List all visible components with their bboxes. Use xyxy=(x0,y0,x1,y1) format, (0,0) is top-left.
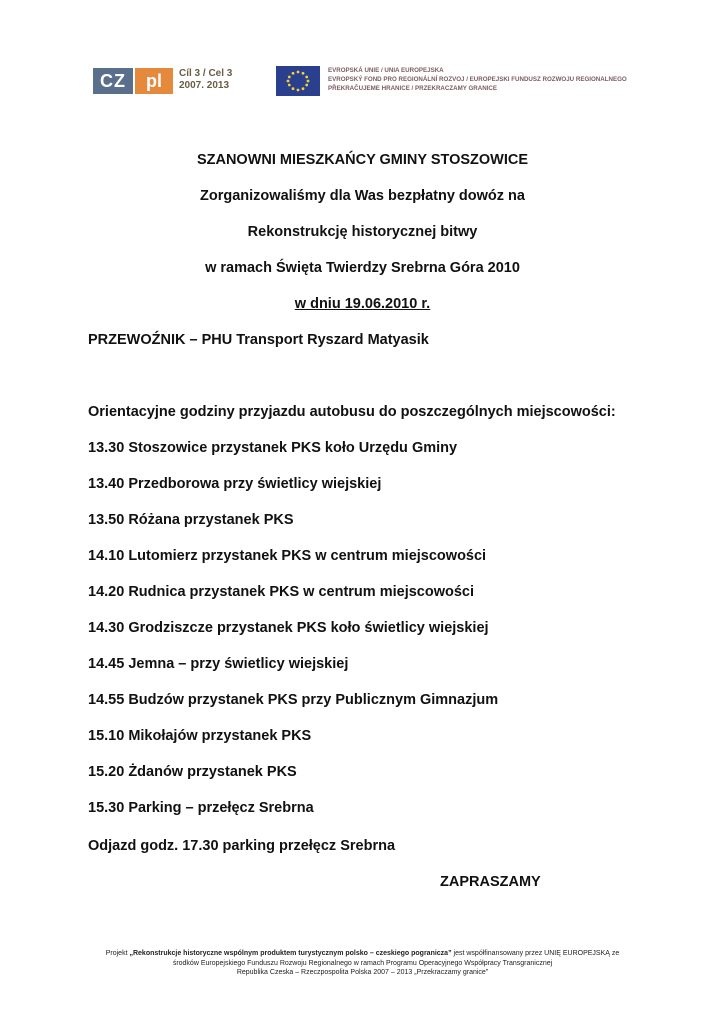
footer-note xyxy=(60,949,665,978)
heading-event: Rekonstrukcję historycznej bitwy xyxy=(247,224,478,240)
header-logos xyxy=(93,62,627,102)
eu-text-line1: EVROPSKÁ UNIE / UNIA EUROPEJSKA xyxy=(328,67,444,74)
footer-line1 xyxy=(60,949,665,959)
stop-item: 14.45 Jemna – przy świetlicy wiejskiej xyxy=(88,656,349,672)
departure-line: Odjazd godz. 17.30 parking przełęcz Srebrna xyxy=(88,838,396,854)
czpl-pl-mark: pl xyxy=(135,68,173,94)
czpl-cil-line1: Cíl 3 / Cel 3 xyxy=(179,68,233,79)
eu-text-line3: PŘEKRAČUJEME HRANICE / PRZEKRACZAMY GRANICE xyxy=(328,85,498,92)
stop-item: 15.20 Żdanów przystanek PKS xyxy=(88,764,297,780)
heading-residents: SZANOWNI MIESZKAŃCY GMINY STOSZOWICE xyxy=(196,152,529,168)
footer-line2: środków Europejskiego Funduszu Rozwoju Regionalnego w ramach Programu Operacyjnego Współpracy Transgranicznej xyxy=(172,959,553,967)
stop-item: 15.10 Mikołajów przystanek PKS xyxy=(88,728,312,744)
stop-item: 15.30 Parking – przełęcz Srebrna xyxy=(88,800,314,816)
czpl-cz-mark: CZ xyxy=(93,68,133,94)
carrier-line: PRZEWOŹNIK – PHU Transport Ryszard Matyasik xyxy=(88,332,429,348)
czpl-cil-line2: 2007. 2013 xyxy=(179,80,230,91)
footer-project-name: „Rekonstrukcje historyczne wspólnym produktem turystycznym polsko – czeskiego pogranicza” xyxy=(129,950,452,957)
stop-item: 14.55 Budzów przystanek PKS przy Publicznym Gimnazjum xyxy=(88,692,499,708)
closing-invitation: ZAPRASZAMY xyxy=(440,874,541,890)
eu-text-line2: EVROPSKÝ FOND PRO REGIONÁLNÍ ROZVOJ / EUROPEJSKI FUNDUSZ ROZWOJU REGIONALNEGO xyxy=(328,76,627,83)
footer-line3: Republika Czeska – Rzeczpospolita Polska 2007 – 2013 „Przekraczamy granice” xyxy=(236,969,489,976)
stop-item: 13.50 Różana przystanek PKS xyxy=(88,512,294,528)
stop-item: 14.10 Lutomierz przystanek PKS w centrum miejscowości xyxy=(88,548,487,564)
eu-flag-icon xyxy=(276,66,320,96)
heading-transport: Zorganizowaliśmy dla Was bezpłatny dowóz na xyxy=(200,188,525,204)
heading-date: w dniu 19.06.2010 r. xyxy=(294,296,431,312)
footer-prefix: Projekt xyxy=(105,950,128,957)
stop-item: 13.40 Przedborowa przy świetlicy wiejskiej xyxy=(88,476,382,492)
footer-cofinance: jest współfinansowany przez UNIĘ EUROPEJSKĄ ze xyxy=(453,950,620,957)
stop-item: 14.20 Rudnica przystanek PKS w centrum miejscowości xyxy=(88,584,475,600)
schedule-intro: Orientacyjne godziny przyjazdu autobusu do poszczególnych miejscowości: xyxy=(88,404,616,420)
stop-item: 14.30 Grodziszcze przystanek PKS koło świetlicy wiejskiej xyxy=(88,620,489,636)
czpl-cil-text xyxy=(179,68,232,92)
eu-text-block xyxy=(328,66,627,93)
czpl-program-logo xyxy=(93,64,243,98)
heading-festival: w ramach Święta Twierdzy Srebrna Góra 2010 xyxy=(205,260,520,276)
stop-item: 13.30 Stoszowice przystanek PKS koło Urzędu Gminy xyxy=(88,440,458,456)
